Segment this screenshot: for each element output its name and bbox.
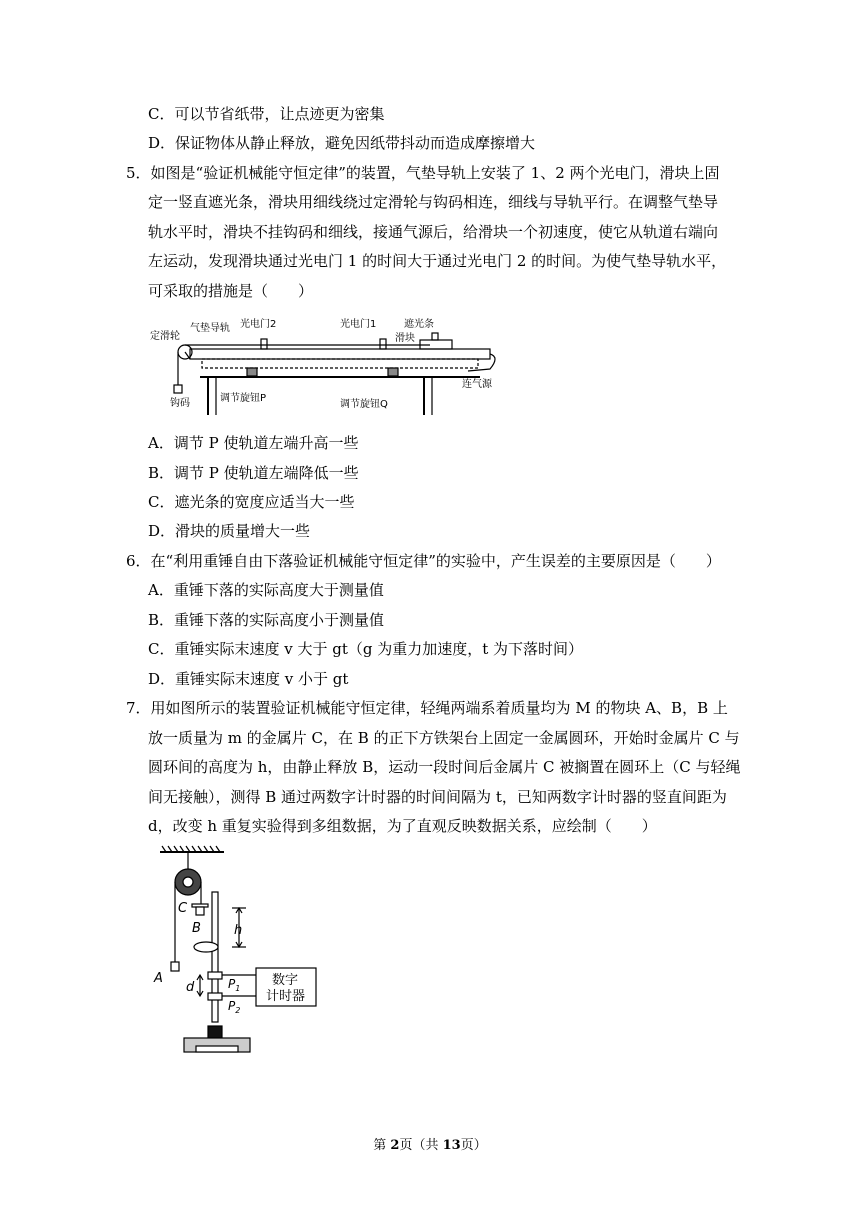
label-c: C [178,901,188,916]
q7-stem-line-4: 间无接触），测得 B 通过两数字计时器的时间间隔为 t，已知两数字计时器的竖直间距为 [148,788,727,806]
label-timer-2: 计时器 [266,989,306,1004]
q5-option-b: B．调节 P 使轨道左端降低一些 [148,464,359,482]
q5-option-c: C．遮光条的宽度应适当大一些 [148,493,355,511]
q7-stem-line-2: 放一质量为 m 的金属片 C，在 B 的正下方铁架台上固定一金属圆环，开始时金属片 C 与 [148,729,740,747]
page-number: 2 [390,1138,400,1153]
label-rail: 气垫导轨 [190,323,230,334]
label-weight: 钩码 [170,398,190,409]
q6-option-b: B．重锤下落的实际高度小于测量值 [148,611,385,629]
rail-top [190,349,490,359]
q5-option-d: D．滑块的质量增大一些 [148,522,311,540]
page-total: 13 [442,1138,461,1153]
q6-option-c: C．重锤实际末速度 v 大于 gt（g 为重力加速度，t 为下落时间） [148,640,584,658]
stand-clamp [208,1026,222,1038]
label-gate1: 光电门1 [340,319,377,330]
block-a [171,962,179,971]
label-a: A [154,971,163,986]
gate1-shape [380,339,386,349]
label-air: 连气源 [462,379,492,390]
label-knob-p: 调节旋钮P [220,393,267,404]
label-pulley: 定滑轮 [150,331,180,342]
label-b: B [192,921,201,936]
knob-p-shape [247,368,257,376]
stand-base-cutout [196,1046,238,1052]
gate-p1 [208,972,222,979]
q5-stem-line-1: 5．如图是“验证机械能守恒定律”的装置，气垫导轨上安装了 1、2 两个光电门，滑块上固 [126,164,720,182]
gate-p2 [208,993,222,1000]
block-b [196,907,204,915]
air-track-figure [150,315,500,415]
label-h: h [234,923,243,938]
knob-q-shape [388,368,398,376]
q6-option-d: D．重锤实际末速度 v 小于 gt [148,670,349,688]
label-gate2: 光电门2 [240,319,277,330]
shade-shape [432,333,438,340]
q5-stem-line-2: 定一竖直遮光条，滑块用细线绕过定滑轮与钩码相连，细线与导轨平行。在调整气垫导 [148,193,719,211]
hook-weight-shape [174,385,182,393]
q5-option-a: A．调节 P 使轨道左端升高一些 [148,434,359,452]
atwood-figure [148,842,328,1060]
label-knob-q: 调节旋钮Q [340,399,388,410]
page-footer: 第 2页（共 13页） [373,1138,487,1153]
metal-ring [194,942,218,952]
q7-stem-line-3: 圆环间的高度为 h，由静止释放 B，运动一段时间后金属片 C 被搁置在圆环上（C 与轻绳 [148,758,741,776]
q5-stem-line-3: 轨水平时，滑块不挂钩码和细线，接通气源后，给滑块一个初速度，使它从轨道右端向 [148,223,719,241]
label-timer-1: 数字 [272,973,299,988]
label-slider: 滑块 [395,333,415,344]
stand-rod [212,892,218,1022]
pulley-hub [183,877,193,887]
q6-stem: 6．在“利用重锤自由下落验证机械能守恒定律”的实验中，产生误差的主要原因是（ ） [126,552,721,570]
q6-option-a: A．重锤下落的实际高度大于测量值 [148,581,384,599]
q5-stem-line-4: 左运动，发现滑块通过光电门 1 的时间大于通过光电门 2 的时间。为使气垫导轨水平， [148,252,727,270]
q4-option-c: C．可以节省纸带，让点迹更为密集 [148,105,385,123]
q7-stem-line-1: 7．用如图所示的装置验证机械能守恒定律，轻绳两端系着质量均为 M 的物块 A、B，B 上 [126,699,728,717]
label-shade: 遮光条 [404,319,434,330]
q4-option-d: D．保证物体从静止释放，避免因纸带抖动而造成摩擦增大 [148,134,536,152]
label-d: d [186,980,195,995]
gate2-shape [261,339,267,349]
rail-holes [202,359,478,368]
q5-stem-line-5: 可采取的措施是（ ） [148,282,314,300]
label-p2: $P_2$ [228,999,241,1015]
q7-stem-line-5: d，改变 h 重复实验得到多组数据，为了直观反映数据关系，应绘制（ ） [148,817,657,835]
label-p1: $P_1$ [228,977,241,993]
